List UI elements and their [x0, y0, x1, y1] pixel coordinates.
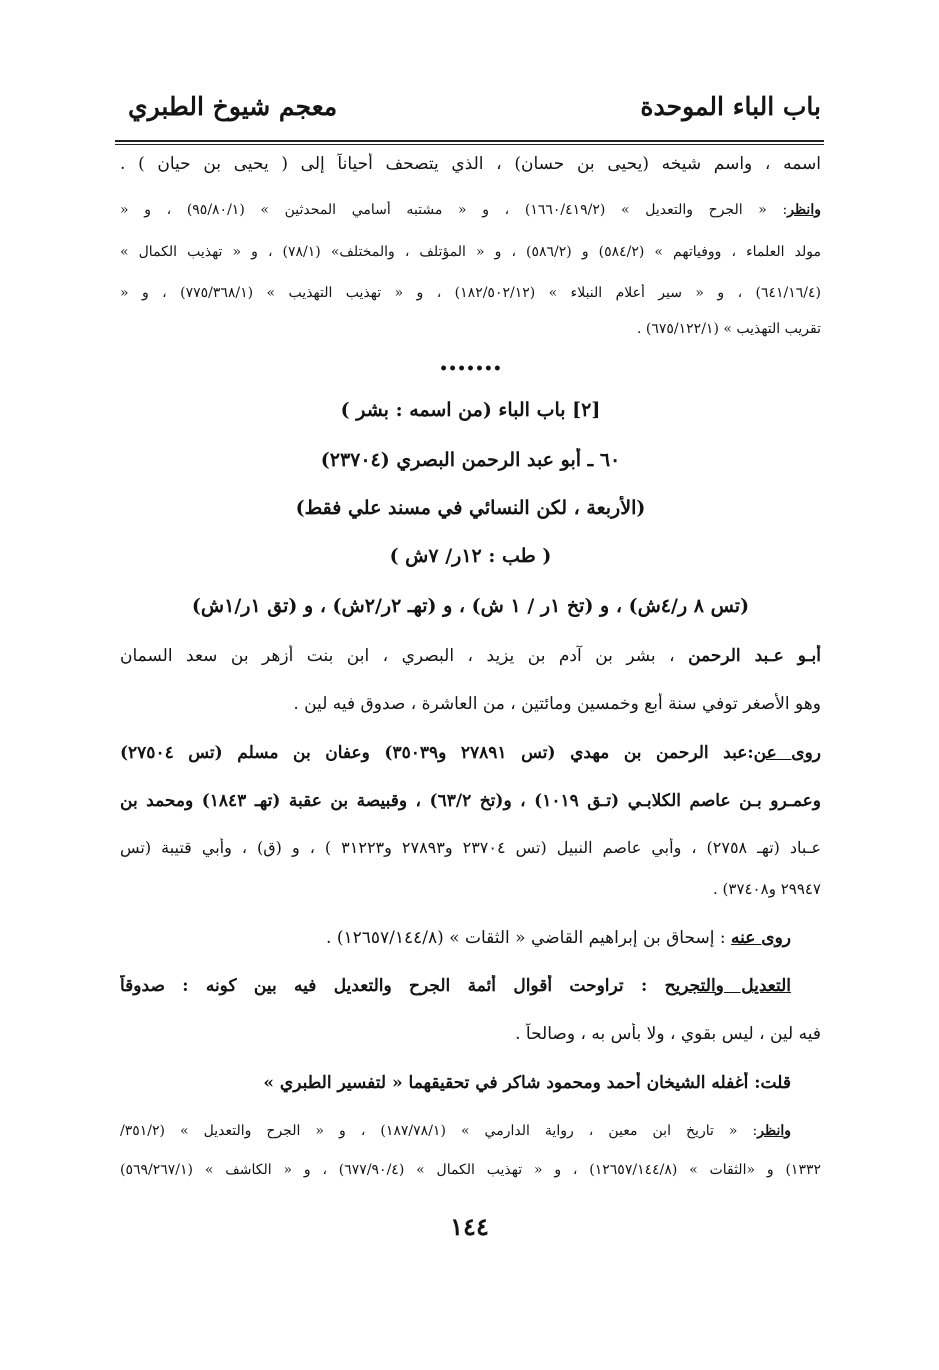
separator-dots: ••••••• [439, 361, 502, 377]
bio-name: أبـو عـبد الرحمن [688, 646, 821, 666]
narrated-from-line: وعمـرو بـن عاصم الكلابـي (تـق ١٠١٩) ، و(تخ ٦٣/٢) ، وقبيصة بن عقبة (تهـ ١٨٤٣) ومحمد بن [120, 791, 821, 811]
prev-entry-see-line [120, 201, 821, 219]
see-label: وانظر [787, 202, 821, 218]
entry-scope: (الأربعة ، لكن النسائي في مسند علي فقط) [295, 497, 646, 519]
see-label: وانظر [757, 1123, 791, 1139]
narrated-from-line [120, 742, 821, 764]
editor-note: قلت: أغفله الشيخان أحمد ومحمود شاكر في تحقيقهما « لتفسير الطبري » [263, 1073, 791, 1093]
page-number: ١٤٤ [450, 1212, 489, 1241]
narrated-from-text: :عبد الرحمن بن مهدي (تس ٢٧٨٩١ و٣٥٠٣٩) وعفان بن مسلم (تس ٢٧٥٠٤) [120, 743, 754, 763]
prev-entry-see-line: مولد العلماء ، ووفياتهم » (٥٨٤/٢) و (٥٨٦/٢) ، و « المؤتلف ، والمختلف» (٧٨/١) ، و « تهذيب الكمال » [120, 244, 821, 260]
running-header-book-title: معجم شيوخ الطبري [128, 92, 338, 121]
header-rule-thin [115, 144, 824, 145]
narrated-by-label: روى عنه [730, 928, 791, 948]
prev-entry-see-line: تقريب التهذيب » (٦٧٥/١٢٢/١) . [636, 321, 821, 337]
tabari-reference: ( طب : ١٢ر/ ٧ش ) [389, 545, 552, 567]
running-header-section: باب الباء الموحدة [640, 92, 821, 121]
bio-line: وهو الأصغر توفي سنة أبع وخمسين ومائتين ، من العاشرة ، صدوق فيه لين . [293, 694, 821, 714]
header-rule [115, 140, 824, 142]
entry-see-line: ١٣٣٢) و «الثقات » (١٢٦٥٧/١٤٤/٨) ، و « تهذيب الكمال » (٦٧٧/٩٠/٤) ، و « الكاشف » (٥٦٩/٢٦٧/١) [120, 1162, 821, 1178]
narrated-from-line: عـباد (تهـ ٢٧٥٨) ، وأبي عاصم النبيل (تس ٢٣٧٠٤ و٢٧٨٩٣ و٣١٢٢٣ ) ، و (ق) ، وأبي قتيبة (تس [120, 838, 821, 857]
narrated-by-text: : إسحاق بن إبراهيم القاضي « الثقات » (١٢٦٥٧/١٤٤/٨) . [326, 928, 726, 948]
see-text: : « تاريخ ابن معين ، رواية الدارمي » (١٨٧/٧٨/١) ، و « الجرح والتعديل » (٣٥١/٢/ [120, 1123, 758, 1139]
entry-title: ٦٠ ـ أبو عبد الرحمن البصري (٢٣٧٠٤) [320, 449, 621, 471]
bio-text: ، بشر بن آدم بن يزيد ، البصري ، ابن بنت أزهر بن سعد السمان [120, 646, 675, 666]
section-heading: [٢] باب الباء (من اسمه : بشر ) [340, 399, 601, 421]
grading-line: فيه لين ، ليس بقوي ، ولا بأس به ، وصالحاً . [515, 1024, 821, 1044]
grading-label: التعديل والتجريح [664, 976, 791, 996]
bio-line [120, 645, 821, 667]
narrated-by-line [120, 927, 791, 949]
grading-text: : تراوحت أقوال أئمة الجرح والتعديل فيه بين كونه : صدوقاً [120, 976, 648, 996]
source-references: (تس ٨ ر/٤ش) ، و (تخ ١ر / ١ ش) ، و (تهـ ٢ر/٢ش) ، و (تق ١ر/١ش) [191, 595, 750, 617]
entry-see-line [120, 1122, 791, 1140]
narrated-from-line: ٢٩٩٤٧ و٣٧٤٠٨) . [713, 880, 821, 898]
grading-line [120, 975, 791, 997]
prev-entry-line: اسمه ، واسم شيخه (يحيى بن حسان) ، الذي يتصحف أحياناً إلى ( يحيى بن حيان ) . [120, 154, 821, 174]
see-text: : « الجرح والتعديل » (١٦٦٠/٤١٩/٢) ، و « مشتبه أسامي المحدثين » (٩٥/٨٠/١) ، و « [120, 202, 788, 218]
prev-entry-see-line: (٦٤١/١٦/٤) ، و « سير أعلام النبلاء » (١٨٢/٥٠٢/١٢) ، و « تهذيب التهذيب » (٧٧٥/٣٦٨/١) ، و « [120, 285, 821, 301]
narrated-from-label: روى عن [753, 743, 821, 763]
